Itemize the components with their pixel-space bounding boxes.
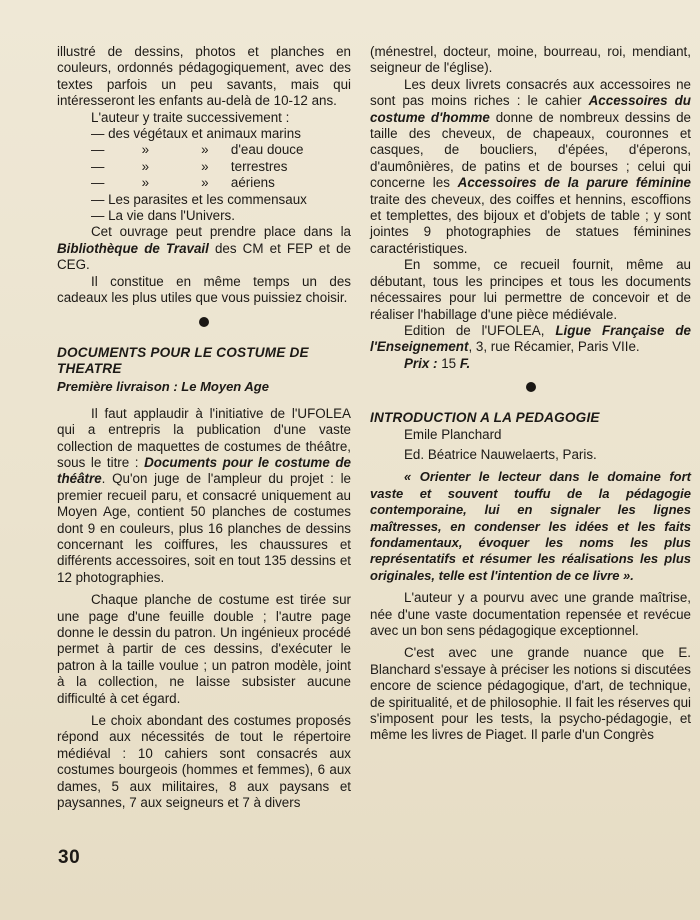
list-item: — des végétaux et animaux marins [91,126,301,142]
book-quote: « Orienter le lecteur dans le domaine fort vaste et souvent touffu de la pédagogie contemporaine, lui en signaler les lignes maîtresses, en condenser les idées et les faits fondamentaux, évoquer les noms les plus représentatifs et résumer les réalisations les plus originales, telle est l'intention de ce livre ». [370,469,691,583]
costume-paragraph-3: Le choix abondant des costumes proposés répond aux nécessités de tout le répertoire médiéval : 10 cahiers sont consacrés aux costumes bourgeois (hommes et femmes), 6 aux dames, 5 aux militaires, 8 aux paysans et paysannes, 7 aux seigneurs et 7 à divers [57,713,351,811]
left-column [57,44,351,811]
summary-paragraph: En somme, ce recueil fournit, même au débutant, tous les principes et tous les documents nécessaires pour lui permettre de concevoir et de réaliser l'habillage d'une pièce médiévale. [370,257,691,322]
topic-list [57,126,351,224]
price-line: Prix : 15 F. [404,355,471,371]
list-intro: L'auteur y traite successivement : [91,109,290,125]
page-number: 30 [58,847,81,868]
intro-paragraph: illustré de dessins, photos et planches en couleurs, ordonnés pédagogiquement, avec des textes parfois un peu savants, mais qui intéresseront les enfants au-delà de 10-12 ans. [57,44,351,109]
book-author: Emile Planchard [404,426,502,442]
section-subheading: Première livraison : Le Moyen Age [57,379,269,395]
section-separator [57,307,351,337]
section-heading-pedagogie: INTRODUCTION A LA PEDAGOGIE [370,410,600,426]
list-item: — » » aériens [91,175,275,191]
bullet-icon [199,317,209,327]
costume-paragraph-2: Chaque planche de costume est tirée sur une page d'une feuille double ; l'autre page donne le dessin du patron. Un ingénieux procédé permet à partir de ces dessins, d'exécuter le patron à la taille voulue ; un patron modèle, joint à la collection, ne laisse subsister aucune difficulté à cet égard. [57,592,351,706]
edition-paragraph: Edition de l'UFOLEA, Ligue Française de l'Enseignement, 3, rue Récamier, Paris VIIe. [370,322,691,355]
list-item: — La vie dans l'Univers. [91,208,235,224]
gift-paragraph: Il constitue en même temps un des cadeaux les plus utiles que vous puissiez choisir. [57,273,351,306]
right-column [370,44,691,744]
library-paragraph: Cet ouvrage peut prendre place dans la Bibliothèque de Travail des CM et FEP et de CEG. [57,224,351,273]
section-heading-costume: DOCUMENTS POUR LE COSTUME DE THEATRE [57,344,309,376]
review-paragraph-1: L'auteur y a pourvu avec une grande maîtrise, née d'une vaste documentation repensée et revécue avec un bon sens pédagogique exceptionnel. [370,590,691,638]
costume-paragraph-1: Il faut applaudir à l'initiative de l'UFOLEA qui a entrepris la publication d'une vaste collection de maquettes de costumes de théâtre, sous le titre : Documents pour le costume de théâtre. Qu'on juge de l'ampleur du projet : le premier recueil paru, et consacré uniquement au Moyen Age, contient 50 planches de costumes dont 9 en couleurs, plus 16 planches de dessins concernant les coiffures, les chaussures et différents accessoires, soit en tout 135 dessins et 12 photographies. [57,405,351,585]
list-item: — Les parasites et les commensaux [91,191,307,207]
list-item: — » » d'eau douce [91,142,304,158]
review-paragraph-2: C'est avec une grande nuance que E. Blanchard s'essaye à préciser les notions si discutées encore de science pédagogique, d'art, de technique, de spiritualité, et de philosophie. Il fait les réserves qui s'imposent pour les tests, la psycho-pédagogie, et même les livres de Piaget. Il parle d'un Congrès [370,645,691,743]
list-item: — » » terrestres [91,158,288,174]
section-separator [370,372,691,402]
continuation-paragraph: (ménestrel, docteur, moine, bourreau, roi, mendiant, seigneur de l'église). [370,44,691,76]
accessories-paragraph: Les deux livrets consacrés aux accessoires ne sont pas moins riches : le cahier Accessoires du costume d'homme donne de nombreux dessins de taille des cheveux, de chapeaux, couronnes et casques, de boucliers, d'épées, d'éperons, d'aumônières, de patins et de bourses ; celui qui concerne les Accessoires de la parure féminine traite des cheveux, des coiffes et hennins, escoffions et templettes, des bijoux et d'objets de table ; y sont jointes 9 photographies de statues féminines caractéristiques. [370,76,691,256]
bullet-icon [526,382,536,392]
book-publisher: Ed. Béatrice Nauwelaerts, Paris. [404,446,597,462]
